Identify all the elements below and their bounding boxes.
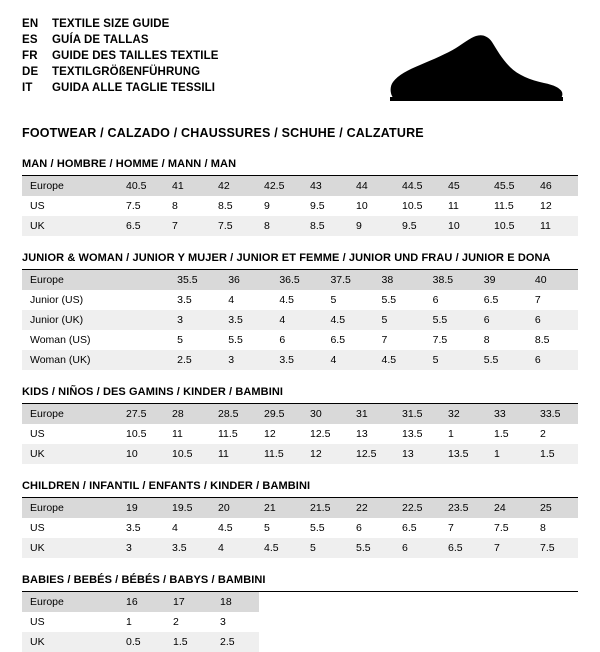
size-cell: 36 <box>220 270 271 290</box>
row-label: Europe <box>22 270 118 290</box>
size-cell: 39 <box>476 270 527 290</box>
size-cell <box>118 330 169 350</box>
size-cell: 27.5 <box>118 404 164 424</box>
size-cell: 7 <box>486 538 532 558</box>
table-row <box>22 290 578 310</box>
row-label: US <box>30 522 45 534</box>
language-title: GUIDE DES TAILLES TEXTILE <box>52 50 219 62</box>
size-cell: 4.5 <box>374 350 425 370</box>
size-cell: 21 <box>256 498 302 518</box>
row-label: US <box>30 428 45 440</box>
size-cell: 2.5 <box>169 350 220 370</box>
size-cell: 16 <box>118 592 165 612</box>
language-row <box>22 82 219 95</box>
size-cell: 6.5 <box>483 294 499 306</box>
size-table <box>22 498 578 558</box>
size-cell: 37.5 <box>322 270 373 290</box>
size-cell: 28.5 <box>210 404 256 424</box>
size-cell: 6 <box>527 310 578 330</box>
size-cell: 4 <box>210 538 256 558</box>
size-cell <box>118 270 169 290</box>
size-cell: 5 <box>302 538 348 558</box>
size-cell: 1.5 <box>165 632 212 652</box>
size-cell: 2 <box>173 616 179 628</box>
size-cell: 7.5 <box>126 200 141 212</box>
size-table <box>22 592 259 652</box>
size-cell: 12.5 <box>348 444 394 464</box>
size-cell: 21.5 <box>302 498 348 518</box>
size-cell: 25 <box>532 498 578 518</box>
size-cell: 3 <box>118 538 164 558</box>
size-cell: 7.5 <box>494 522 509 534</box>
language-code: FR <box>22 50 38 62</box>
table-row <box>22 350 578 370</box>
language-row <box>22 66 219 79</box>
section-title: KIDS / NIÑOS / DES GAMINS / KINDER / BAMBINI <box>22 386 284 398</box>
size-table <box>22 404 578 464</box>
size-cell: 13.5 <box>402 428 423 440</box>
size-cell: 42.5 <box>256 176 302 196</box>
size-cell: 38.5 <box>425 270 476 290</box>
size-cell: 3.5 <box>220 310 271 330</box>
size-cell: 5 <box>177 334 183 346</box>
table-row <box>22 404 578 424</box>
size-cell: 9.5 <box>394 216 440 236</box>
size-cell: 41 <box>164 176 210 196</box>
section-title: MAN / HOMBRE / HOMME / MANN / MAN <box>22 158 237 170</box>
size-cell: 6 <box>476 310 527 330</box>
header <box>22 18 578 109</box>
size-cell: 45 <box>440 176 486 196</box>
size-cell: 44.5 <box>394 176 440 196</box>
size-cell: 10.5 <box>402 200 423 212</box>
row-label: UK <box>22 444 118 464</box>
table-row <box>22 592 259 612</box>
size-cell: 9.5 <box>310 200 325 212</box>
size-cell: 1.5 <box>532 444 578 464</box>
size-cell: 6 <box>527 350 578 370</box>
size-cell: 19.5 <box>164 498 210 518</box>
size-cell: 4.5 <box>256 538 302 558</box>
size-cell: 5 <box>374 310 425 330</box>
size-cell: 13.5 <box>440 444 486 464</box>
size-cell <box>118 350 169 370</box>
size-cell: 7 <box>534 294 541 306</box>
size-cell: 4 <box>228 294 235 306</box>
table-row <box>22 612 259 632</box>
size-cell: 42 <box>210 176 256 196</box>
section-title: JUNIOR & WOMAN / JUNIOR Y MUJER / JUNIOR ET FEMME / JUNIOR UND FRAU / JUNIOR E DONA <box>22 252 551 264</box>
size-cell: 13 <box>356 428 368 440</box>
size-cell: 5.5 <box>310 522 325 534</box>
size-cell: 3 <box>220 350 271 370</box>
size-cell: 7.5 <box>210 216 256 236</box>
size-cell: 40 <box>527 270 578 290</box>
language-row <box>22 34 219 47</box>
size-cell: 1 <box>126 616 132 628</box>
table-row <box>22 330 578 350</box>
table-row <box>22 310 578 330</box>
language-title: TEXTILE SIZE GUIDE <box>52 18 170 30</box>
row-label: Europe <box>22 498 118 518</box>
size-cell: 8.5 <box>218 200 233 212</box>
row-label: Woman (US) <box>30 334 91 346</box>
size-cell: 32 <box>440 404 486 424</box>
size-section <box>22 480 578 558</box>
size-cell: 43 <box>302 176 348 196</box>
size-cell: 9 <box>264 200 270 212</box>
size-cell: 8 <box>256 216 302 236</box>
size-cell: 0.5 <box>118 632 165 652</box>
size-cell: 12.5 <box>310 428 331 440</box>
size-cell: 10.5 <box>486 216 532 236</box>
size-cell: 19 <box>118 498 164 518</box>
language-code: EN <box>22 18 39 30</box>
size-cell: 28 <box>164 404 210 424</box>
size-cell: 5.5 <box>348 538 394 558</box>
sections-host <box>22 158 578 652</box>
size-cell: 44 <box>348 176 394 196</box>
language-row <box>22 18 219 31</box>
size-cell: 11.5 <box>218 428 238 440</box>
size-cell: 10 <box>356 200 368 212</box>
size-cell: 3.5 <box>126 522 141 534</box>
size-cell: 11 <box>532 216 578 236</box>
language-code: ES <box>22 34 38 46</box>
language-title: GUIDA ALLE TAGLIE TESSILI <box>52 82 216 94</box>
size-cell: 24 <box>486 498 532 518</box>
size-cell: 46 <box>532 176 578 196</box>
size-cell: 11.5 <box>256 444 302 464</box>
size-cell: 8 <box>172 200 178 212</box>
size-cell: 23.5 <box>440 498 486 518</box>
row-label: Junior (US) <box>30 294 84 306</box>
size-cell: 40.5 <box>118 176 164 196</box>
size-cell: 31 <box>348 404 394 424</box>
size-cell: 5 <box>425 350 476 370</box>
size-cell: 6.5 <box>118 216 164 236</box>
language-title: TEXTILGRÖßENFÜHRUNG <box>52 66 201 78</box>
size-cell: 8.5 <box>534 334 550 346</box>
size-section <box>22 574 578 652</box>
size-cell: 18 <box>212 592 259 612</box>
size-cell <box>118 290 169 310</box>
size-cell: 8 <box>483 334 490 346</box>
table-row <box>22 444 578 464</box>
size-cell: 11 <box>172 428 183 440</box>
size-section <box>22 158 578 236</box>
table-row <box>22 270 578 290</box>
table-row <box>22 176 578 196</box>
size-cell: 13 <box>394 444 440 464</box>
size-cell: 7.5 <box>432 334 448 346</box>
size-cell: 22.5 <box>394 498 440 518</box>
language-title-list <box>22 18 219 95</box>
table-row <box>22 498 578 518</box>
row-label: UK <box>22 216 118 236</box>
size-table <box>22 176 578 236</box>
table-row <box>22 538 578 558</box>
dress-shoe-icon <box>384 34 564 109</box>
table-row <box>22 424 578 444</box>
size-cell: 38 <box>374 270 425 290</box>
size-cell: 6 <box>432 294 439 306</box>
size-cell: 3 <box>169 310 220 330</box>
size-cell: 6 <box>279 334 286 346</box>
size-cell: 9 <box>348 216 394 236</box>
size-cell: 4 <box>271 310 322 330</box>
size-cell: 5.5 <box>476 350 527 370</box>
language-title: GUÍA DE TALLAS <box>52 34 149 46</box>
row-label: UK <box>22 632 118 652</box>
size-cell: 1.5 <box>494 428 509 440</box>
size-cell: 5.5 <box>381 294 397 306</box>
table-row <box>22 196 578 216</box>
size-cell <box>118 310 169 330</box>
size-cell: 3.5 <box>271 350 322 370</box>
size-cell: 4 <box>172 522 178 534</box>
size-cell: 33 <box>486 404 532 424</box>
size-cell: 3.5 <box>177 294 192 306</box>
size-cell: 33.5 <box>532 404 578 424</box>
size-cell: 10.5 <box>164 444 210 464</box>
size-cell: 31.5 <box>394 404 440 424</box>
row-label: US <box>30 200 45 212</box>
table-row <box>22 518 578 538</box>
size-cell: 3.5 <box>164 538 210 558</box>
table-row <box>22 216 578 236</box>
size-cell: 4 <box>322 350 373 370</box>
size-cell: 5 <box>264 522 270 534</box>
size-cell: 22 <box>348 498 394 518</box>
size-table <box>22 270 578 370</box>
section-title: CHILDREN / INFANTIL / ENFANTS / KINDER / BAMBINI <box>22 480 311 492</box>
size-cell: 11 <box>448 200 459 212</box>
size-cell: 6.5 <box>402 522 417 534</box>
size-cell: 7 <box>164 216 210 236</box>
size-cell: 1 <box>448 428 454 440</box>
section-title: BABIES / BEBÉS / BÉBÉS / BABYS / BAMBINI <box>22 574 266 586</box>
size-cell: 3 <box>220 616 226 628</box>
size-cell: 7.5 <box>532 538 578 558</box>
size-cell: 7 <box>448 522 454 534</box>
language-row <box>22 50 219 63</box>
size-cell: 35.5 <box>169 270 220 290</box>
size-cell: 8.5 <box>302 216 348 236</box>
size-cell: 45.5 <box>486 176 532 196</box>
size-cell: 4.5 <box>322 310 373 330</box>
size-cell: 11 <box>210 444 256 464</box>
row-label: Woman (UK) <box>22 350 118 370</box>
size-cell: 4.5 <box>279 294 294 306</box>
row-label: Europe <box>22 176 118 196</box>
size-cell: 7 <box>381 334 388 346</box>
size-cell: 5.5 <box>228 334 243 346</box>
size-cell: 12 <box>264 428 276 440</box>
row-label: US <box>30 616 45 628</box>
size-cell: 36.5 <box>271 270 322 290</box>
size-cell: 10.5 <box>126 428 147 440</box>
size-section <box>22 386 578 464</box>
size-cell: 5.5 <box>425 310 476 330</box>
table-row <box>22 632 259 652</box>
size-cell: 11.5 <box>494 200 514 212</box>
size-cell: 5 <box>330 294 337 306</box>
size-cell: 6 <box>394 538 440 558</box>
size-cell: 4.5 <box>218 522 233 534</box>
size-cell: 29.5 <box>256 404 302 424</box>
language-code: IT <box>22 82 33 94</box>
size-cell: 6.5 <box>440 538 486 558</box>
row-label: Europe <box>22 592 118 612</box>
size-cell: 6.5 <box>330 334 346 346</box>
size-section <box>22 252 578 370</box>
size-cell: 12 <box>540 200 552 212</box>
row-label: UK <box>22 538 118 558</box>
size-cell: 17 <box>165 592 212 612</box>
size-cell: 6 <box>356 522 362 534</box>
size-cell: 12 <box>302 444 348 464</box>
size-cell: 30 <box>302 404 348 424</box>
size-cell: 2 <box>540 428 546 440</box>
row-label: Junior (UK) <box>22 310 118 330</box>
language-code: DE <box>22 66 39 78</box>
row-label: Europe <box>22 404 118 424</box>
size-cell: 20 <box>210 498 256 518</box>
size-cell: 1 <box>486 444 532 464</box>
size-cell: 2.5 <box>212 632 259 652</box>
size-cell: 10 <box>440 216 486 236</box>
size-cell: 10 <box>118 444 164 464</box>
size-cell: 8 <box>540 522 546 534</box>
category-title: FOOTWEAR / CALZADO / CHAUSSURES / SCHUHE / CALZATURE <box>22 126 424 140</box>
